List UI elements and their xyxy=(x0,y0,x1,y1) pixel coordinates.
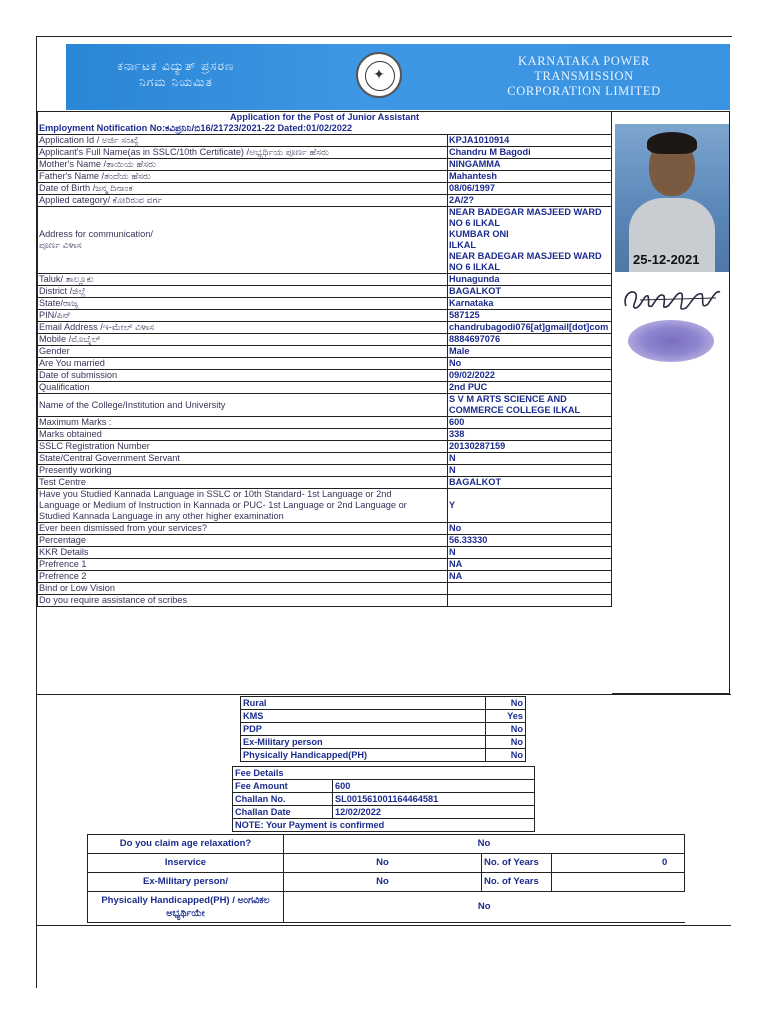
challan-no-label: Challan No. xyxy=(233,793,333,806)
reservation-row xyxy=(241,723,526,736)
field-row xyxy=(38,523,612,535)
age-claim-value: No xyxy=(284,835,685,854)
ex-military-years-value xyxy=(552,873,685,892)
english-name-line2: TRANSMISSION xyxy=(534,69,634,83)
challan-no-value: SL001561001164464581 xyxy=(333,793,535,806)
address-line-4: ILKAL xyxy=(449,240,477,250)
field-row xyxy=(38,171,612,183)
field-label: Mobile /ಮೊಬೈಲ್ xyxy=(38,334,448,346)
field-value: N xyxy=(448,465,612,477)
field-row xyxy=(38,441,612,453)
field-label: PIN/ಪಿನ್ xyxy=(38,310,448,322)
reservation-row xyxy=(241,697,526,710)
field-label: State/Central Government Servant xyxy=(38,453,448,465)
field-label: Email Address /ಇ-ಮೇಲ್ ವಿಳಾಸ xyxy=(38,322,448,334)
field-row xyxy=(38,417,612,429)
kptcl-seal-icon: ✦ xyxy=(356,52,402,98)
field-row xyxy=(38,346,612,358)
address-label xyxy=(38,207,448,274)
college-row xyxy=(38,394,612,417)
field-row xyxy=(38,465,612,477)
photo-date-stamp: 25-12-2021 xyxy=(633,252,700,267)
reservation-row xyxy=(241,710,526,723)
field-row xyxy=(38,147,612,159)
fee-details-title: Fee Details xyxy=(233,767,535,780)
field-label: Prefrence 1 xyxy=(38,559,448,571)
reservation-label: Rural xyxy=(241,697,486,710)
field-value: 20130287159 xyxy=(448,441,612,453)
field-value: chandrubagodi076[at]gmail[dot]com xyxy=(448,322,612,334)
field-value: NA xyxy=(448,559,612,571)
application-table xyxy=(37,111,612,607)
field-label: Ever been dismissed from your services? xyxy=(38,523,448,535)
field-label: Taluk/ ತಾಲ್ಲೂಕು xyxy=(38,274,448,286)
field-value: Mahantesh xyxy=(448,171,612,183)
reservation-label: KMS xyxy=(241,710,486,723)
field-label: Mother's Name /ತಾಯಿಯ ಹೆಸರು xyxy=(38,159,448,171)
field-row xyxy=(38,135,612,147)
fee-amount-value: 600 xyxy=(333,780,535,793)
kannada-q-line3: Studied Kannada Language in any other higher examination xyxy=(39,511,284,521)
field-value xyxy=(448,595,612,607)
address-line-2: NO 6 ILKAL xyxy=(449,218,501,228)
field-row xyxy=(38,274,612,286)
reservation-label: Physically Handicapped(PH) xyxy=(241,749,486,762)
field-label: Father's Name /ತಂದೆಯ ಹೆಸರು xyxy=(38,171,448,183)
mid-rule xyxy=(36,694,731,695)
field-value: BAGALKOT xyxy=(448,477,612,489)
field-label: Do you require assistance of scribes xyxy=(38,595,448,607)
field-row xyxy=(38,370,612,382)
field-row xyxy=(38,286,612,298)
field-row xyxy=(38,453,612,465)
field-label: Date of submission xyxy=(38,370,448,382)
address-line-5: NEAR BADEGAR MASJEED WARD xyxy=(449,251,602,261)
payment-note: NOTE: Your Payment is confirmed xyxy=(233,819,535,832)
kannada-study-question xyxy=(38,489,448,523)
address-line-1: NEAR BADEGAR MASJEED WARD xyxy=(449,207,602,217)
kannada-name-line1: ಕರ್ನಾಟಕ ವಿದ್ಯುತ್ ಪ್ರಸರಣ xyxy=(117,59,235,73)
inservice-years-label: No. of Years xyxy=(482,854,552,873)
field-label: State/ರಾಜ್ಯ xyxy=(38,298,448,310)
form-title: Application for the Post of Junior Assistant xyxy=(38,112,612,124)
reservation-value: No xyxy=(486,736,526,749)
address-row xyxy=(38,207,612,274)
ph-value: No xyxy=(284,892,685,923)
field-label: Prefrence 2 xyxy=(38,571,448,583)
field-value: 338 xyxy=(448,429,612,441)
reservation-row xyxy=(241,749,526,762)
field-label: Applicant's Full Name(as in SSLC/10th Certificate) /ಅಭ್ಯರ್ಥಿಯ ಪೂರ್ಣ ಹೆಸರು xyxy=(38,147,448,159)
college-line-2: COMMERCE COLLEGE ILKAL xyxy=(449,405,581,415)
reservation-value: No xyxy=(486,749,526,762)
field-value: Karnataka xyxy=(448,298,612,310)
field-row xyxy=(38,310,612,322)
field-label: Percentage xyxy=(38,535,448,547)
field-value: Chandru M Bagodi xyxy=(448,147,612,159)
field-label: Application Id / ಅರ್ಜಿ ಸಂಖ್ಯೆ xyxy=(38,135,448,147)
field-row xyxy=(38,477,612,489)
address-label-line1: Address for communication/ xyxy=(39,229,153,239)
field-label: Test Centre xyxy=(38,477,448,489)
header-banner xyxy=(66,44,730,110)
field-label: District /ಜಿಲ್ಲೆ xyxy=(38,286,448,298)
field-value xyxy=(448,583,612,595)
field-row xyxy=(38,571,612,583)
age-relaxation-table xyxy=(87,834,685,923)
reservation-label: Ex-Military person xyxy=(241,736,486,749)
field-value: NINGAMMA xyxy=(448,159,612,171)
field-value: Hunagunda xyxy=(448,274,612,286)
field-row xyxy=(38,322,612,334)
field-label: SSLC Registration Number xyxy=(38,441,448,453)
ph-label-line1: Physically Handicapped(PH) / ಅಂಗವಿಕಲ xyxy=(101,895,270,906)
address-label-line2: ಪೂರ್ಣ ವಿಳಾಸ xyxy=(39,240,82,250)
field-value: 56.33330 xyxy=(448,535,612,547)
reservation-value: No xyxy=(486,697,526,710)
field-value: N xyxy=(448,453,612,465)
field-value: NA xyxy=(448,571,612,583)
kannada-q-line1: Have you Studied Kannada Language in SSLC or 10th Standard- 1st Language or 2nd xyxy=(39,489,392,499)
field-row xyxy=(38,595,612,607)
field-value: No xyxy=(448,358,612,370)
english-name-line1: KARNATAKA POWER xyxy=(518,54,650,68)
field-row xyxy=(38,547,612,559)
field-label: Presently working xyxy=(38,465,448,477)
notification-number: Employment Notification No:ಕವಿಪ್ರನಿನಿ/ಬಿ16/21723/2021-22 Dated:01/02/2022 xyxy=(38,123,612,135)
inservice-value: No xyxy=(284,854,482,873)
kannada-org-name xyxy=(86,58,266,90)
field-value: 2nd PUC xyxy=(448,382,612,394)
thumbprint-icon xyxy=(628,320,714,362)
field-value: N xyxy=(448,547,612,559)
field-row xyxy=(38,159,612,171)
field-value: 600 xyxy=(448,417,612,429)
reservation-label: PDP xyxy=(241,723,486,736)
field-row xyxy=(38,183,612,195)
reservation-value: Yes xyxy=(486,710,526,723)
bottom-rule xyxy=(36,925,731,926)
inservice-label: Inservice xyxy=(88,854,284,873)
kannada-study-row xyxy=(38,489,612,523)
field-label: Maximum Marks : xyxy=(38,417,448,429)
field-value: KPJA1010914 xyxy=(448,135,612,147)
address-value xyxy=(448,207,612,274)
kannada-q-line2: Language or Medium of Instruction in Kannada or PUC- 1st Language or 2nd Language or xyxy=(39,500,407,510)
college-label: Name of the College/Institution and University xyxy=(38,394,448,417)
field-label: Marks obtained xyxy=(38,429,448,441)
ex-military-label: Ex-Military person/ xyxy=(88,873,284,892)
reservation-row xyxy=(241,736,526,749)
fee-details-table xyxy=(232,766,535,832)
field-label: Are You married xyxy=(38,358,448,370)
challan-date-value: 12/02/2022 xyxy=(333,806,535,819)
field-label: Gender xyxy=(38,346,448,358)
field-value: Male xyxy=(448,346,612,358)
field-value: 8884697076 xyxy=(448,334,612,346)
field-value: 09/02/2022 xyxy=(448,370,612,382)
field-value: 587125 xyxy=(448,310,612,322)
field-label: Applied category/ ಕೋರಿರುವ ವರ್ಗ xyxy=(38,195,448,207)
kannada-study-value: Y xyxy=(448,489,612,523)
field-value: BAGALKOT xyxy=(448,286,612,298)
age-claim-label: Do you claim age relaxation? xyxy=(88,835,284,854)
challan-date-label: Challan Date xyxy=(233,806,333,819)
reservation-value: No xyxy=(486,723,526,736)
address-line-6: NO 6 ILKAL xyxy=(449,262,501,272)
signature-icon xyxy=(620,282,728,316)
field-label: Bind or Low Vision xyxy=(38,583,448,595)
ex-military-years-label: No. of Years xyxy=(482,873,552,892)
field-row xyxy=(38,535,612,547)
reservation-table xyxy=(240,696,526,762)
college-line-1: S V M ARTS SCIENCE AND xyxy=(449,394,567,404)
field-row xyxy=(38,195,612,207)
field-value: 2A/2? xyxy=(448,195,612,207)
field-row xyxy=(38,358,612,370)
field-label: KKR Details xyxy=(38,547,448,559)
field-row xyxy=(38,583,612,595)
field-row xyxy=(38,429,612,441)
fee-amount-label: Fee Amount xyxy=(233,780,333,793)
kannada-name-line2: ನಿಗಮ ನಿಯಮಿತ xyxy=(139,75,213,89)
ph-label-line2: ಅಭ್ಯರ್ಥಿಯೇ xyxy=(166,908,205,919)
address-line-3: KUMBAR ONI xyxy=(449,229,509,239)
photo-hair xyxy=(647,132,697,154)
college-value xyxy=(448,394,612,417)
field-row xyxy=(38,559,612,571)
top-rule xyxy=(36,36,732,37)
applicant-photo xyxy=(615,124,729,272)
inservice-years-value: 0 xyxy=(552,854,685,873)
field-row xyxy=(38,334,612,346)
english-org-name xyxy=(494,54,674,99)
field-label: Date of Birth /ಜನ್ಮ ದಿನಾಂಕ xyxy=(38,183,448,195)
field-row xyxy=(38,382,612,394)
ex-military-value: No xyxy=(284,873,482,892)
field-value: 08/06/1997 xyxy=(448,183,612,195)
english-name-line3: CORPORATION LIMITED xyxy=(507,84,661,98)
ph-label xyxy=(88,892,284,923)
field-value: No xyxy=(448,523,612,535)
field-row xyxy=(38,298,612,310)
field-label: Qualification xyxy=(38,382,448,394)
